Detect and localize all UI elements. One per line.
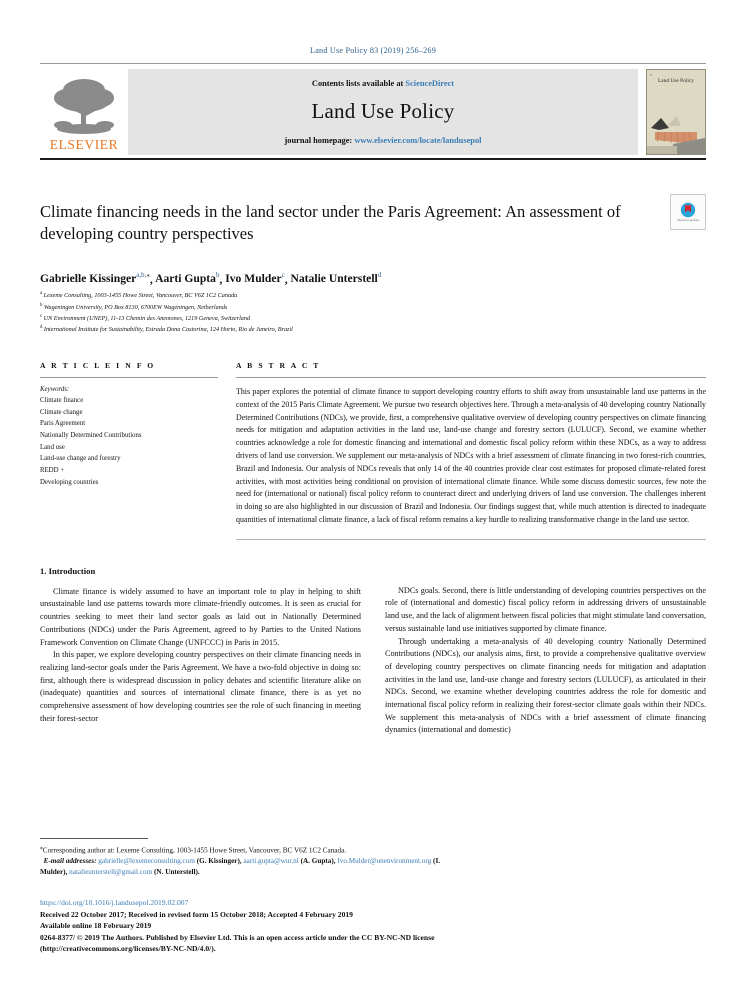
column-spacer: [385, 566, 706, 585]
crossmark-label: Check for updates: [676, 217, 700, 222]
keywords-label: Keywords:: [40, 385, 70, 393]
cover-mark-icon: ≡: [650, 72, 653, 77]
affiliation-item: $^a$ Lexeme Consulting, 1003-1455 Howe Street, Vancouver, BC V6Z 1C2 Canada: [40, 291, 238, 300]
author-1: Gabrielle Kissinger$^{a,b,⁎}$: [40, 271, 150, 286]
abstract-text: This paper explores the potential of climate finance to support developing country efforts to shift away from unsustainable land use patterns in the context of the 2015 Paris Climate Agreement. We pursue two research objectives here. Through a meta-analysis of 40 developing country Nationally Determined Contributions (NDCs), we provide, first, a comprehensive qualitative overview of developing country perspectives on climate financing needs for mitigation and adaptation activities in the land use, land-use change and forestry sectors (LULUCF). Second, we examine whether countries acknowledge a role for domestic financing and international and domestic fiscal policy reform within these NDCs, as a way to address drivers of land use conversion. We supplement our meta-analysis of NDCs with a brief assessment of climate financing in two forest-rich countries, Brazil and Indonesia. Our analysis of NDCs reveals that only 14 of the 40 countries provide clear cost estimates for proposed climate-related forest activities, with most activities being conditional on provision of international climate finance. While some discuss domestic sources, few note the need for (international or national) fiscal policy reform to counteract direct and underlying drivers of land use conversion. The challenges inherent in doing so are also highlighted in our discussion of Brazil and Indonesia. Our findings suggest that, while much attention is directed to inadequate quantities of international climate finance, a lack of fiscal reform remains a key hurdle to realizing transformative change in the land use sector.: [236, 386, 706, 524]
body-column-right: [385, 566, 706, 737]
page-title: Climate financing needs in the land sector under the Paris Agreement: An assessment of developing country perspectives: [40, 202, 621, 243]
body-paragraph: In this paper, we explore developing country perspectives on their climate financing needs in realizing land-sector goals under the Paris Agreement. We have a two-fold objective in doing so: first, although there is widespread discussion in policy debates and scientific literature alike on (inadequate) quantities and sources of international climate finance, there is as yet no comprehensive assessment of how developing countries see the role of such financing in meeting their forest-sector: [40, 650, 361, 723]
homepage-prefix: journal homepage:: [284, 136, 353, 145]
footer-block: [40, 898, 600, 955]
keyword-item: Developing countries: [40, 478, 99, 486]
author-list: Gabrielle Kissinger$^{a,b,⁎}$, Aarti Gupta$^b$, Ivo Mulder$^c$, Natalie Unterstell$^d$: [40, 271, 382, 286]
elsevier-tree-icon: [51, 76, 117, 136]
body-paragraph: Through undertaking a meta-analysis of 40 developing country Nationally Determined Contributions (NDCs), our analysis aims, first, to provide a comprehensive qualitative overview of developing country perspectives on climate financing needs for mitigation and adaptation activities in the land use, land-use change and forestry sectors (LULUCF), as articulated in their NDCs. Second, we examine whether developing countries address the role for domestic and international fiscal policy reform in realizing their forest-sector climate goals within their NDCs. We supplement this meta-analysis of NDCs with a brief assessment of climate financing dynamics (international and domestic): [385, 636, 706, 735]
email-link[interactable]: aarti.gupta@wur.nl: [243, 857, 299, 866]
footnote-divider: [40, 838, 148, 839]
journal-masthead: [40, 63, 706, 155]
email-person: (A. Gupta),: [300, 857, 336, 866]
affiliation-list: [40, 290, 706, 334]
author-3: Ivo Mulder$^c$: [225, 271, 285, 286]
affiliation-item: $^b$ Wageningen University, PO Box 8130, 6700EW Wageningen, Netherlands: [40, 302, 228, 311]
title-block: [40, 190, 706, 256]
available-online: Available online 18 February 2019: [40, 921, 152, 931]
keyword-item: Climate change: [40, 408, 83, 416]
homepage-url-link[interactable]: www.elsevier.com/locate/landusepol: [354, 136, 482, 145]
affiliation-item: $^d$ International Institute for Sustainability, Estrada Dona Castorina, 124 Horto, Rio de Janeiro, Brazil: [40, 324, 293, 333]
journal-cover-thumbnail: [646, 69, 706, 155]
info-abstract-region: [40, 361, 706, 540]
keywords-list: [40, 395, 218, 489]
sciencedirect-link[interactable]: ScienceDirect: [405, 79, 455, 88]
abstract-block: [236, 361, 706, 540]
masthead-center: [128, 69, 638, 155]
body-paragraph: NDCs goals. Second, there is little understanding of developing countries perspectives on the role of (international and domestic) fiscal policy reform in addressing drivers of unsustainable land use, and the lack of alignment between fiscal policies that might stimulate land conversation, versus sustainable land use initiatives supported by climate finance.: [385, 585, 706, 633]
elsevier-wordmark: ELSEVIER: [49, 137, 119, 152]
keyword-item: Paris Agreement: [40, 420, 86, 428]
journal-title: Land Use Policy: [311, 99, 455, 123]
abstract-divider: [236, 377, 706, 378]
email-person: (N. Unterstell).: [154, 868, 200, 877]
email-label: E-mail addresses:: [43, 857, 97, 866]
body-paragraph: Climate finance is widely assumed to have an important role to play in helping to shift unsustainable land use patterns towards more climate-friendly outcomes. It is seen as crucial for countries seeking to meet their land sector goals as laid out in Nationally Determined Contributions (NDCs) under the Paris Agreement, agreed to by Parties to the United Nations Framework Convention on Climate Change (UNFCCC) in Paris in 2015.: [40, 586, 361, 647]
email-link[interactable]: natalieunterstell@gmail.com: [69, 868, 153, 877]
contents-available-line: [312, 79, 454, 88]
journal-homepage-line: [285, 136, 482, 145]
crossmark-icon: [680, 202, 696, 218]
elsevier-logo: [40, 69, 128, 155]
keyword-item: REDD +: [40, 467, 65, 475]
body-columns: [40, 566, 706, 737]
footnotes-block: [40, 838, 460, 878]
body-column-left: [40, 566, 361, 737]
author-4: Natalie Unterstell$^d$: [290, 271, 382, 286]
keyword-item: Land use: [40, 443, 65, 451]
article-info-divider: [40, 377, 218, 378]
email-link[interactable]: gabrielle@lexemeconsulting.com: [98, 857, 195, 866]
email-addresses-note: [40, 856, 460, 878]
license-url: (http://creativecommons.org/licenses/BY-NC-ND/4.0/).: [40, 944, 216, 954]
keyword-item: Land-use change and forestry: [40, 455, 121, 463]
running-head: Land Use Policy 83 (2019) 256–269: [310, 46, 436, 55]
corresponding-author-note: ⁎Corresponding author at: Lexeme Consulting, 1003-1455 Howe Street, Vancouver, BC V6Z 1C2 Canada.: [40, 845, 347, 855]
contents-prefix: Contents lists available at: [311, 79, 404, 88]
doi-link[interactable]: https://doi.org/10.1016/j.landusepol.2019.02.007: [40, 898, 189, 907]
masthead-divider: [40, 158, 706, 160]
email-person: (G. Kissinger),: [196, 857, 242, 866]
copyright-line: 0264-8377/ © 2019 The Authors. Published by Elsevier Ltd. This is an open access article under the CC BY-NC-ND license: [40, 932, 435, 942]
email-person: (I. Mulder),: [40, 857, 441, 877]
article-info-block: [40, 361, 236, 489]
abstract-bottom-divider: [236, 539, 706, 540]
abstract-heading: A B S T R A C T: [236, 360, 321, 370]
email-link[interactable]: Ivo.Mulder@unenvironment.org: [337, 857, 432, 866]
author-2: Aarti Gupta$^b$: [155, 271, 220, 286]
section-heading-introduction: 1. Introduction: [40, 565, 96, 576]
keyword-item: Climate finance: [40, 396, 84, 404]
keyword-item: Nationally Determined Contributions: [40, 431, 142, 439]
received-history: Received 22 October 2017; Received in revised form 15 October 2018; Accepted 4 February 2019: [40, 910, 353, 919]
article-info-heading: A R T I C L E I N F O: [40, 360, 156, 370]
crossmark-badge[interactable]: [670, 194, 706, 230]
cover-journal-title: Land Use Policy: [657, 78, 695, 84]
corresponding-star: ⁎: [40, 845, 43, 851]
cover-artwork: [647, 110, 705, 154]
affiliation-item: $^c$ UN Environment (UNEP), 11-13 Chemin des Anemones, 1219 Geneva, Switzerland: [40, 313, 251, 322]
